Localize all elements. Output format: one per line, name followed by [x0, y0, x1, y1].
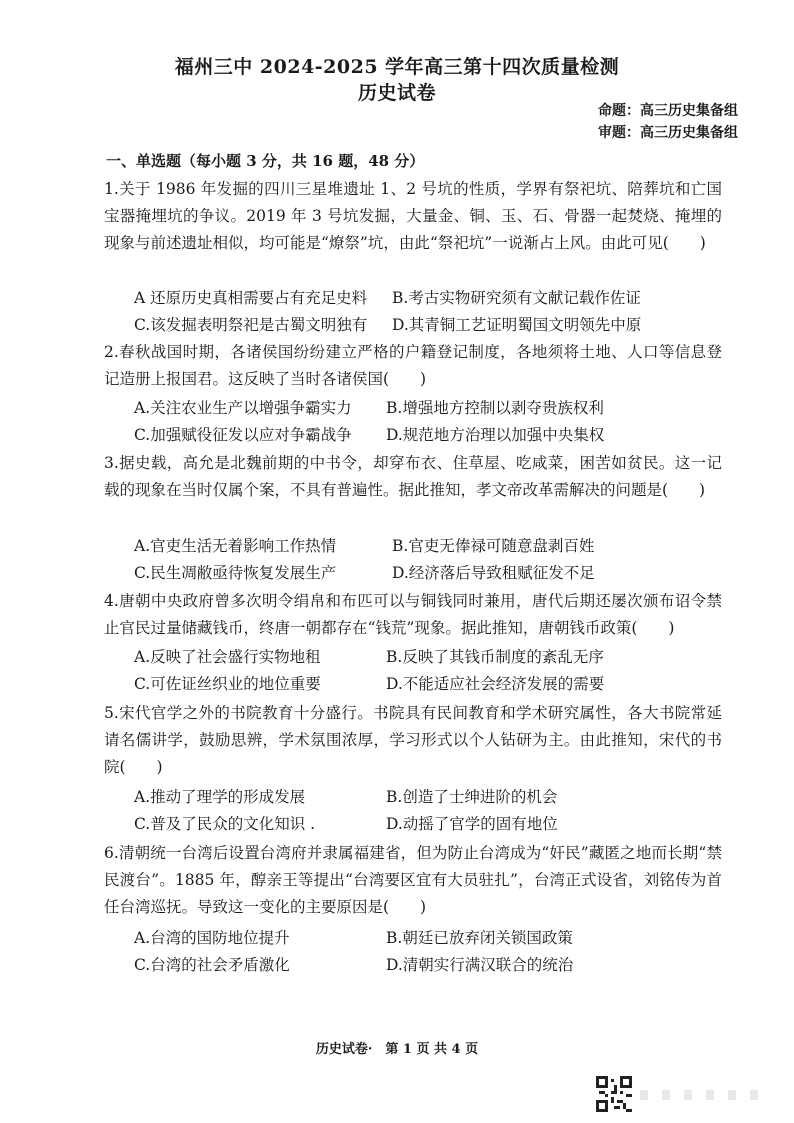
question-4-option-b: B.反映了其钱币制度的紊乱无序	[386, 648, 604, 666]
question-3-option-b: B.官吏无俸禄可随意盘剥百姓	[392, 537, 595, 555]
question-4-option-c: C.可佐证丝织业的地位重要	[134, 675, 321, 693]
question-1-stem: 1.关于 1986 年发掘的四川三星堆遗址 1、2 号坑的性质，学界有祭祀坑、陪葬坑和亡国宝器掩埋坑的争议。2019 年 3 号坑发掘，大量金、铜、玉、石、骨器一起焚烧、掩埋的现象与前述遗址相似，均可能是“燎祭”坑，由此“祭祀坑”一说渐占上风。由此可见( )	[104, 180, 722, 252]
question-1-option-c: C.该发掘表明祭祀是古蜀文明独有	[134, 316, 368, 334]
question-4-option-a: A.反映了社会盛行实物地租	[134, 648, 321, 666]
question-4-stem: 4.唐朝中央政府曾多次明令绢帛和布匹可以与铜钱同时兼用，唐代后期还屡次颁布诏令禁止官民过量储藏钱币，终唐一朝都存在“钱荒”现象。据此推知，唐朝钱币政策( )	[104, 592, 722, 637]
question-4-option-d: D.不能适应社会经济发展的需要	[386, 675, 605, 693]
question-5-option-b: B.创造了士绅进阶的机会	[386, 788, 558, 806]
question-2-option-c: C.加强赋役征发以应对争霸战争	[134, 426, 352, 444]
question-1-option-a: A 还原历史真相需要占有充足史料	[134, 289, 368, 307]
question-2-stem: 2.春秋战国时期，各诸侯国纷纷建立严格的户籍登记制度，各地须将土地、人口等信息登记造册上报国君。这反映了当时各诸侯国( )	[104, 343, 722, 388]
scan-artifact	[640, 1090, 770, 1100]
exam-title: 福州三中 2024-2025 学年高三第十四次质量检测	[174, 56, 620, 78]
question-6-option-d: D.清朝实行满汉联合的统治	[386, 956, 574, 974]
question-5-stem: 5.宋代官学之外的书院教育十分盛行。书院具有民间教育和学术研究属性，各大书院常延请名儒讲学，鼓励思辨，学术氛围浓厚，学习形式以个人钻研为主。由此推知，宋代的书院( )	[104, 704, 722, 776]
question-6-option-a: A.台湾的国防地位提升	[134, 929, 290, 947]
qr-code-icon	[596, 1076, 632, 1112]
question-2-option-a: A.关注农业生产以增强争霸实力	[134, 399, 352, 417]
question-1-option-d: D.其青铜工艺证明蜀国文明领先中原	[392, 316, 642, 334]
question-6-option-b: B.朝廷已放弃闭关锁国政策	[386, 929, 573, 947]
question-6-stem: 6.清朝统一台湾后设置台湾府并隶属福建省，但为防止台湾成为“奸民”藏匿之地而长期“禁民渡台”。1885 年，醇亲王等提出“台湾要区宜有大员驻扎”，台湾正式设省，刘铭传为首任台湾巡抚。导致这一变化的主要原因是( )	[104, 844, 722, 916]
question-3-option-d: D.经济落后导致租赋征发不足	[392, 564, 595, 582]
question-3-option-a: A.官吏生活无着影响工作热情	[134, 537, 337, 555]
reviewer-credit: 审题：高三历史集备组	[598, 125, 738, 141]
question-3-option-c: C.民生凋敝亟待恢复发展生产	[134, 564, 337, 582]
question-6-option-c: C.台湾的社会矛盾激化	[134, 956, 290, 974]
question-2-option-b: B.增强地方控制以剥夺贵族权利	[386, 399, 604, 417]
setter-credit: 命题：高三历史集备组	[598, 103, 738, 119]
question-5-option-d: D.动摇了官学的固有地位	[386, 815, 558, 833]
question-5-option-c: C.普及了民众的文化知识 .	[134, 815, 316, 833]
page-footer: 历史试卷· 第 1 页 共 4 页	[315, 1042, 479, 1057]
question-1-option-b: B.考古实物研究须有文献记载作佐证	[392, 289, 641, 307]
question-5-option-a: A.推动了理学的形成发展	[134, 788, 306, 806]
section-heading: 一、单选题（每小题 3 分，共 16 题，48 分）	[106, 152, 425, 170]
question-2-option-d: D.规范地方治理以加强中央集权	[386, 426, 605, 444]
exam-subtitle: 历史试卷	[357, 82, 436, 104]
question-3-stem: 3.据史载，高允是北魏前期的中书令，却穿布衣、住草屋、吃咸菜，困苦如贫民。这一记载的现象在当时仅属个案，不具有普遍性。据此推知，孝文帝改革需解决的问题是( )	[104, 454, 722, 499]
